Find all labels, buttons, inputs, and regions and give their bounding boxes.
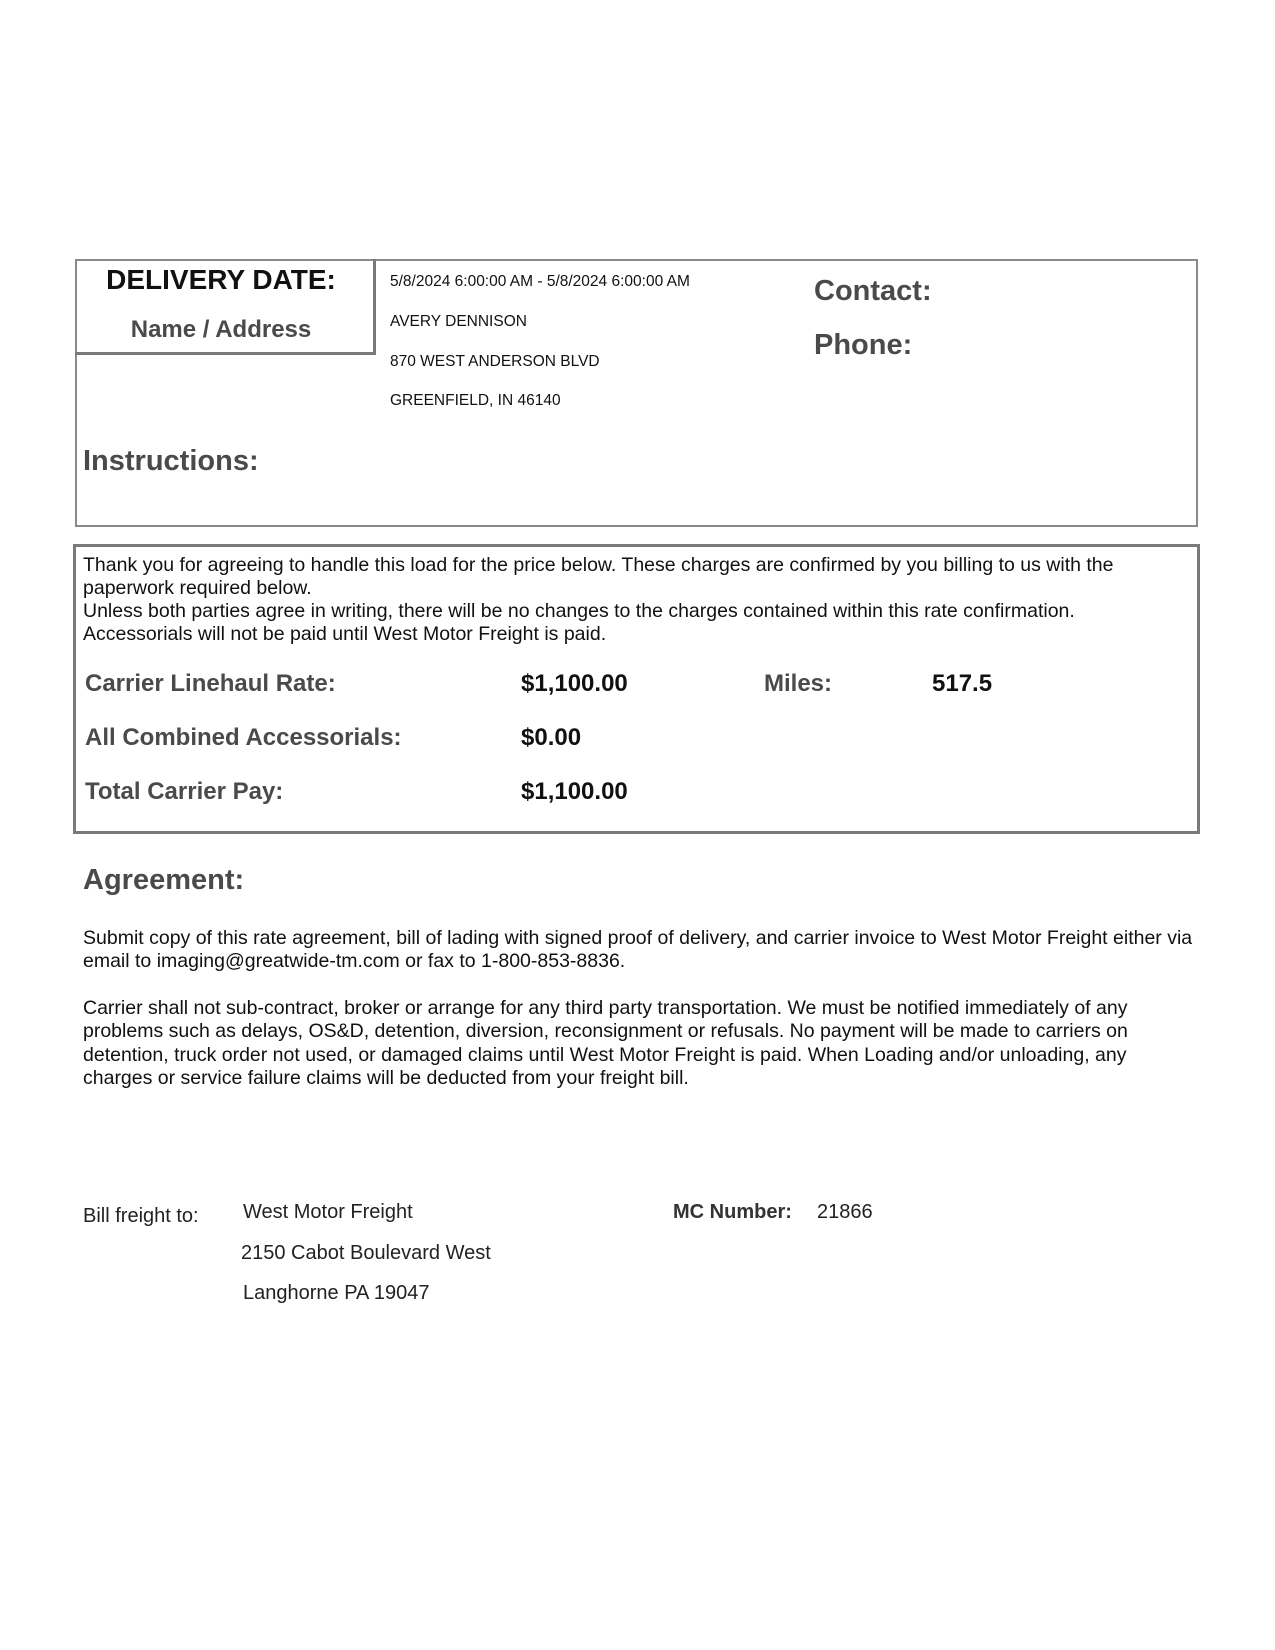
miles-label: Miles: [764, 670, 833, 697]
bill-street: 2150 Cabot Boulevard West [241, 1242, 491, 1264]
delivery-date-title: DELIVERY DATE: [106, 264, 336, 295]
delivery-company: AVERY DENNISON [390, 313, 527, 330]
rate-intro-line-1: Thank you for agreeing to handle this load for the price below. These charges are confirmed by you billing to us with the paperwork required below. [83, 554, 1114, 599]
agreement-title: Agreement: [83, 864, 245, 896]
total-carrier-pay-label: Total Carrier Pay: [85, 778, 284, 805]
agreement-paragraph-1: Submit copy of this rate agreement, bill of lading with signed proof of delivery, and carrier invoice to West Motor Freight either via email to imaging@greatwide-tm.com or fax to 1-800-853-8836. [83, 927, 1193, 973]
accessorials-label: All Combined Accessorials: [85, 724, 402, 751]
bill-company: West Motor Freight [243, 1201, 413, 1223]
mc-number-value: 21866 [817, 1201, 873, 1223]
bill-city-state-zip: Langhorne PA 19047 [243, 1282, 430, 1304]
miles-value: 517.5 [932, 670, 993, 697]
name-address-label: Name / Address [130, 316, 312, 343]
agreement-paragraph-2: Carrier shall not sub-contract, broker or arrange for any third party transportation. We must be notified immediately of any problems such as delays, OS&D, detention, diversion, reconsignment or refusals. No payment will be made to carriers on detention, truck order not used, or damaged claims until West Motor Freight is paid. When Loading and/or unloading, any charges or service failure claims will be deducted from your freight bill. [83, 997, 1128, 1089]
rate-intro-line-3: Accessorials will not be paid until West Motor Freight is paid. [83, 623, 607, 645]
mc-number-label: MC Number: [673, 1201, 792, 1223]
linehaul-rate-value: $1,100.00 [521, 670, 628, 697]
accessorials-value: $0.00 [521, 724, 582, 751]
delivery-city-state-zip: GREENFIELD, IN 46140 [390, 392, 561, 409]
linehaul-rate-label: Carrier Linehaul Rate: [85, 670, 336, 697]
delivery-street: 870 WEST ANDERSON BLVD [390, 353, 600, 370]
instructions-label: Instructions: [83, 445, 259, 477]
total-carrier-pay-value: $1,100.00 [521, 778, 628, 805]
contact-label: Contact: [814, 275, 932, 307]
rate-intro-line-2: Unless both parties agree in writing, there will be no changes to the charges contained within this rate confirmation. [83, 600, 1075, 622]
delivery-date-range: 5/8/2024 6:00:00 AM - 5/8/2024 6:00:00 AM [390, 273, 690, 290]
bill-freight-label: Bill freight to: [83, 1205, 199, 1227]
rate-intro [83, 554, 1193, 646]
phone-label: Phone: [814, 329, 913, 361]
